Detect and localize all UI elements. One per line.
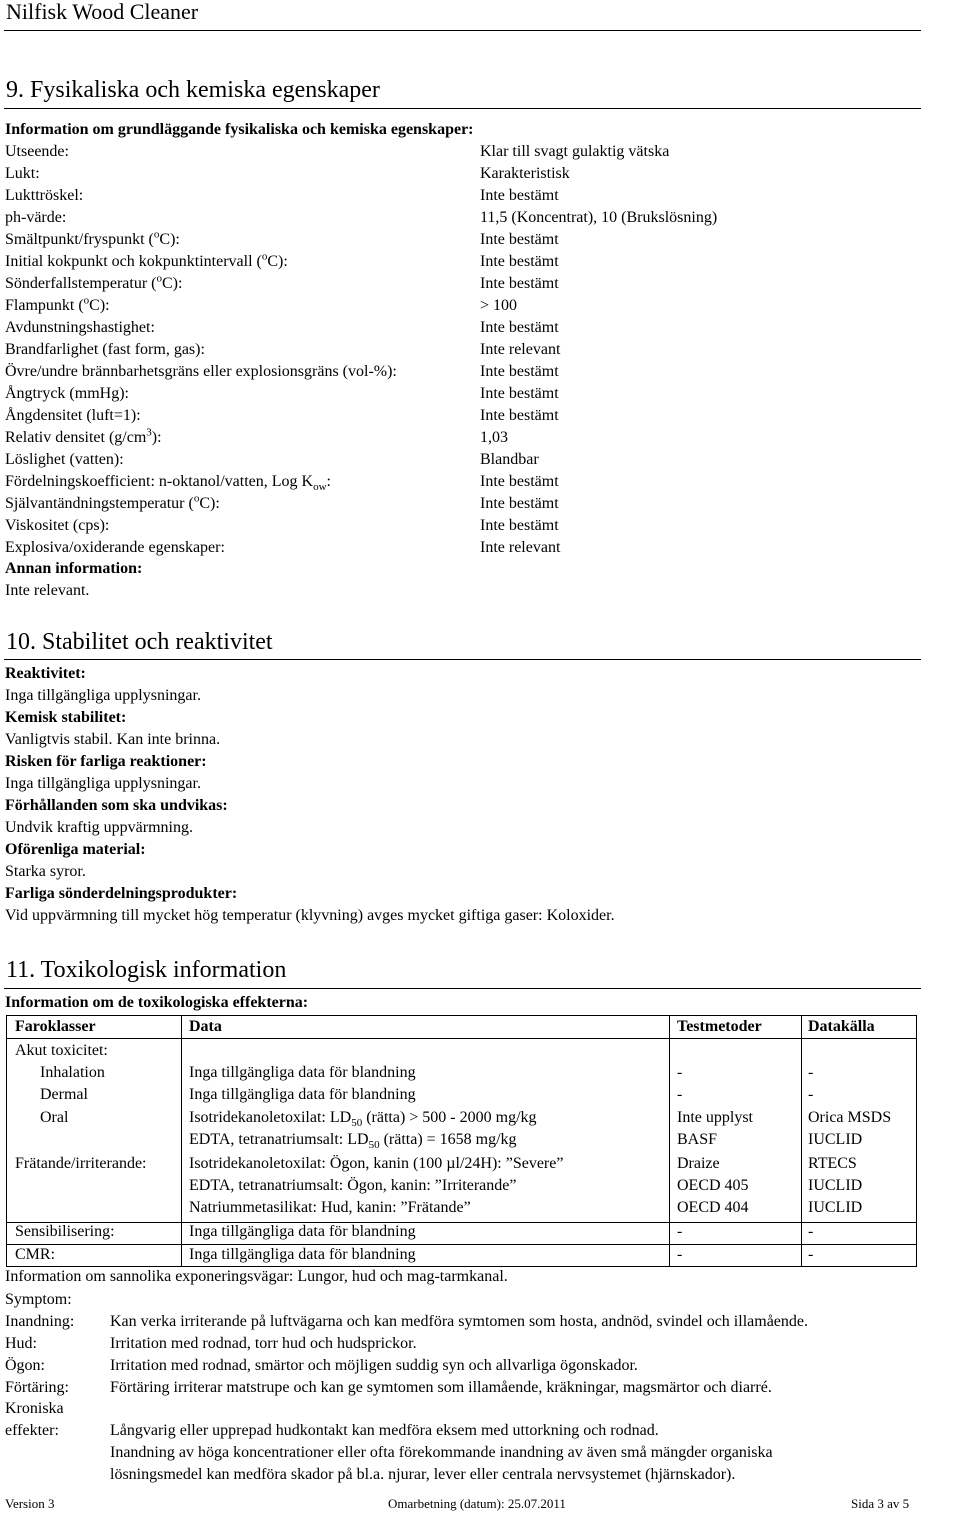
- section-9-subheading: Information om grundläggande fysikaliska och kemiska egenskaper:: [5, 121, 474, 138]
- label-text: Smältpunkt/fryspunkt (: [5, 231, 154, 248]
- property-label: [5, 274, 182, 294]
- stability-text: Inga tillgängliga upplysningar.: [5, 687, 201, 704]
- section-10-title: 10. Stabilitet och reaktivitet: [6, 629, 273, 655]
- property-label: Brandfarlighet (fast form, gas):: [5, 341, 205, 358]
- property-label: [5, 472, 331, 492]
- label-text: C):: [199, 495, 220, 512]
- row-data-source: IUCLID: [808, 1131, 863, 1148]
- symptom-route: Hud:: [5, 1335, 37, 1352]
- property-label: Övre/undre brännbarhetsgräns eller explosionsgräns (vol-%):: [5, 363, 397, 380]
- stability-text: Vanligtvis stabil. Kan inte brinna.: [5, 731, 221, 748]
- other-info-text: Inte relevant.: [5, 582, 90, 599]
- stability-heading: Oförenliga material:: [5, 841, 146, 858]
- symptom-text: Förtäring irriterar matstrupe och kan ge symtomen som illamående, kräkningar, magsmärtor och diarré.: [110, 1379, 772, 1396]
- property-label: Löslighet (vatten):: [5, 451, 124, 468]
- label-text: Relativ densitet (g/cm: [5, 429, 147, 446]
- row-data-source: IUCLID: [808, 1199, 863, 1216]
- symptom-route: Ögon:: [5, 1357, 45, 1374]
- header-data: Data: [189, 1018, 222, 1035]
- property-label: Avdunstningshastighet:: [5, 319, 155, 336]
- row-divider: [7, 1244, 916, 1245]
- row-data-source: IUCLID: [808, 1177, 863, 1194]
- divider: [4, 108, 921, 109]
- section-9-title: 9. Fysikaliska och kemiska egenskaper: [6, 77, 380, 103]
- property-value: Klar till svagt gulaktig vätska: [480, 143, 670, 160]
- superscript: o: [193, 492, 200, 505]
- row-hazard-class: Sensibilisering:: [15, 1223, 115, 1240]
- footer-revision: Omarbetning (datum): 25.07.2011: [388, 1496, 566, 1511]
- property-value: > 100: [480, 297, 518, 314]
- row-data: Inga tillgängliga data för blandning: [189, 1223, 416, 1240]
- property-value: Inte bestämt: [480, 231, 559, 248]
- exposure-routes: Information om sannolika exponeringsvägar: Lungor, hud och mag-tarmkanal.: [5, 1268, 508, 1285]
- row-test-method: -: [677, 1086, 683, 1103]
- property-value: Inte relevant: [480, 341, 561, 358]
- stability-text: Starka syror.: [5, 863, 86, 880]
- label-text: Självantändningstemperatur (: [5, 495, 194, 512]
- row-test-method: -: [677, 1246, 683, 1263]
- column-divider: [669, 1016, 670, 1266]
- label-text: C):: [162, 275, 183, 292]
- data-text: EDTA, tetranatriumsalt: LD: [189, 1131, 369, 1148]
- property-value: Blandbar: [480, 451, 539, 468]
- document-title: Nilfisk Wood Cleaner: [6, 0, 199, 24]
- row-test-method: OECD 404: [677, 1199, 749, 1216]
- symptom-text: Irritation med rodnad, smärtor och möjligen suddig syn och allvarliga ögonskador.: [110, 1357, 638, 1374]
- toxicology-table: [6, 1015, 917, 1267]
- superscript: o: [261, 250, 268, 263]
- symptom-route: Inandning:: [5, 1313, 75, 1330]
- property-label: Utseende:: [5, 143, 69, 160]
- property-value: Inte bestämt: [480, 495, 559, 512]
- header-datakalla: Datakälla: [808, 1018, 875, 1035]
- chronic-label-1: Kroniska: [5, 1400, 64, 1417]
- row-data-source: -: [808, 1086, 814, 1103]
- stability-text: Inga tillgängliga upplysningar.: [5, 775, 201, 792]
- row-hazard-class: Inhalation: [40, 1064, 105, 1081]
- property-label: Viskositet (cps):: [5, 517, 110, 534]
- label-text: Fördelningskoefficient: n-oktanol/vatten, Log K: [5, 473, 314, 490]
- property-value: Inte relevant: [480, 539, 561, 556]
- property-value: Inte bestämt: [480, 319, 559, 336]
- section-11-title: 11. Toxikologisk information: [6, 957, 287, 983]
- property-label: Explosiva/oxiderande egenskaper:: [5, 539, 225, 556]
- row-data: Inga tillgängliga data för blandning: [189, 1086, 416, 1103]
- row-data: [189, 1130, 517, 1150]
- row-test-method: BASF: [677, 1131, 718, 1148]
- label-text: C):: [267, 253, 288, 270]
- property-label: Lukttröskel:: [5, 187, 84, 204]
- row-data: Inga tillgängliga data för blandning: [189, 1246, 416, 1263]
- column-divider: [801, 1016, 802, 1266]
- acute-toxicity-label: Akut toxicitet:: [15, 1042, 108, 1059]
- row-data-source: -: [808, 1246, 814, 1263]
- header-testmetoder: Testmetoder: [677, 1018, 762, 1035]
- row-test-method: -: [677, 1064, 683, 1081]
- subscript: ow: [313, 481, 327, 494]
- property-label: [5, 296, 110, 316]
- footer-version: Version 3: [5, 1496, 55, 1511]
- data-text: (rätta) > 500 - 2000 mg/kg: [362, 1109, 537, 1126]
- superscript: 3: [146, 426, 152, 439]
- other-info-heading: Annan information:: [5, 560, 143, 577]
- label-text: Initial kokpunkt och kokpunktintervall (: [5, 253, 262, 270]
- label-text: :: [326, 473, 331, 490]
- chronic-effect-line: lösningsmedel kan medföra skador på bl.a. njurar, lever eller centrala nervsystemet (hjärnskador).: [110, 1466, 736, 1483]
- row-hazard-class: CMR:: [15, 1246, 56, 1263]
- row-data-source: RTECS: [808, 1155, 857, 1172]
- stability-heading: Reaktivitet:: [5, 665, 86, 682]
- stability-heading: Farliga sönderdelningsprodukter:: [5, 885, 238, 902]
- property-label: [5, 252, 288, 272]
- superscript: o: [83, 294, 90, 307]
- symptom-text: Kan verka irriterande på luftvägarna och kan medföra symtomen som hosta, andnöd, svindel och illamående.: [110, 1313, 808, 1330]
- row-data: Natriummetasilikat: Hud, kanin: ”Frätande”: [189, 1199, 471, 1216]
- stability-text: Undvik kraftig uppvärmning.: [5, 819, 193, 836]
- row-test-method: OECD 405: [677, 1177, 749, 1194]
- property-value: Inte bestämt: [480, 473, 559, 490]
- property-label: ph-värde:: [5, 209, 67, 226]
- label-text: Flampunkt (: [5, 297, 84, 314]
- property-value: Inte bestämt: [480, 385, 559, 402]
- superscript: o: [156, 272, 162, 285]
- chronic-effect-line: Långvarig eller upprepad hudkontakt kan medföra eksem med uttorkning och rodnad.: [110, 1422, 659, 1439]
- property-label: [5, 494, 220, 514]
- row-hazard-class: Dermal: [40, 1086, 88, 1103]
- property-label: Lukt:: [5, 165, 40, 182]
- superscript: o: [153, 228, 160, 241]
- stability-text: Vid uppvärmning till mycket hög temperatur (klyvning) avges mycket giftiga gaser: Koloxider.: [5, 907, 615, 924]
- divider: [4, 659, 921, 660]
- footer-page: Sida 3 av 5: [851, 1496, 910, 1511]
- divider: [4, 988, 921, 989]
- row-divider: [7, 1038, 916, 1039]
- row-hazard-class: Oral: [40, 1109, 69, 1126]
- row-data-source: Orica MSDS: [808, 1109, 892, 1126]
- property-label: [5, 230, 180, 250]
- property-value: Inte bestämt: [480, 253, 559, 270]
- symptom-label: Symptom:: [5, 1291, 72, 1308]
- row-divider: [7, 1222, 916, 1223]
- row-data-source: -: [808, 1064, 814, 1081]
- property-label: Ångtryck (mmHg):: [5, 385, 129, 402]
- property-label: [5, 428, 162, 448]
- data-text: (rätta) = 1658 mg/kg: [379, 1131, 517, 1148]
- property-value: Karakteristisk: [480, 165, 570, 182]
- row-data: Inga tillgängliga data för blandning: [189, 1064, 416, 1081]
- row-data: [189, 1108, 537, 1128]
- label-text: C):: [89, 297, 110, 314]
- label-text: ):: [151, 429, 162, 446]
- property-value: Inte bestämt: [480, 363, 559, 380]
- header-faroklasser: Faroklasser: [15, 1018, 96, 1035]
- property-value: Inte bestämt: [480, 407, 559, 424]
- row-test-method: Inte upplyst: [677, 1109, 753, 1126]
- row-data: Isotridekanoletoxilat: Ögon, kanin (100 µl/24H): ”Severe”: [189, 1155, 564, 1172]
- row-data-source: -: [808, 1223, 814, 1240]
- property-value: 11,5 (Koncentrat), 10 (Brukslösning): [480, 209, 718, 226]
- stability-heading: Förhållanden som ska undvikas:: [5, 797, 228, 814]
- symptom-text: Irritation med rodnad, torr hud och hudsprickor.: [110, 1335, 417, 1352]
- property-value: 1,03: [480, 429, 508, 446]
- data-text: Isotridekanoletoxilat: LD: [189, 1109, 352, 1126]
- subscript: 50: [368, 1139, 380, 1152]
- property-value: Inte bestämt: [480, 187, 559, 204]
- row-hazard-class: Frätande/irriterande:: [15, 1155, 147, 1172]
- chronic-effect-line: Inandning av höga koncentrationer eller ofta förekommande inandning av även små mängder organiska: [110, 1444, 773, 1461]
- subscript: 50: [351, 1117, 363, 1130]
- label-text: C):: [159, 231, 180, 248]
- stability-heading: Risken för farliga reaktioner:: [5, 753, 207, 770]
- property-label: Ångdensitet (luft=1):: [5, 407, 141, 424]
- row-data: EDTA, tetranatriumsalt: Ögon, kanin: ”Irriterande”: [189, 1177, 517, 1194]
- symptom-route: Förtäring:: [5, 1379, 69, 1396]
- label-text: Sönderfallstemperatur (: [5, 275, 157, 292]
- section-11-subheading: Information om de toxikologiska effekterna:: [5, 994, 309, 1011]
- column-divider: [181, 1016, 182, 1266]
- row-test-method: -: [677, 1223, 683, 1240]
- chronic-label-2: effekter:: [5, 1422, 59, 1439]
- stability-heading: Kemisk stabilitet:: [5, 709, 127, 726]
- property-value: Inte bestämt: [480, 517, 559, 534]
- property-value: Inte bestämt: [480, 275, 559, 292]
- row-test-method: Draize: [677, 1155, 720, 1172]
- divider: [4, 30, 921, 31]
